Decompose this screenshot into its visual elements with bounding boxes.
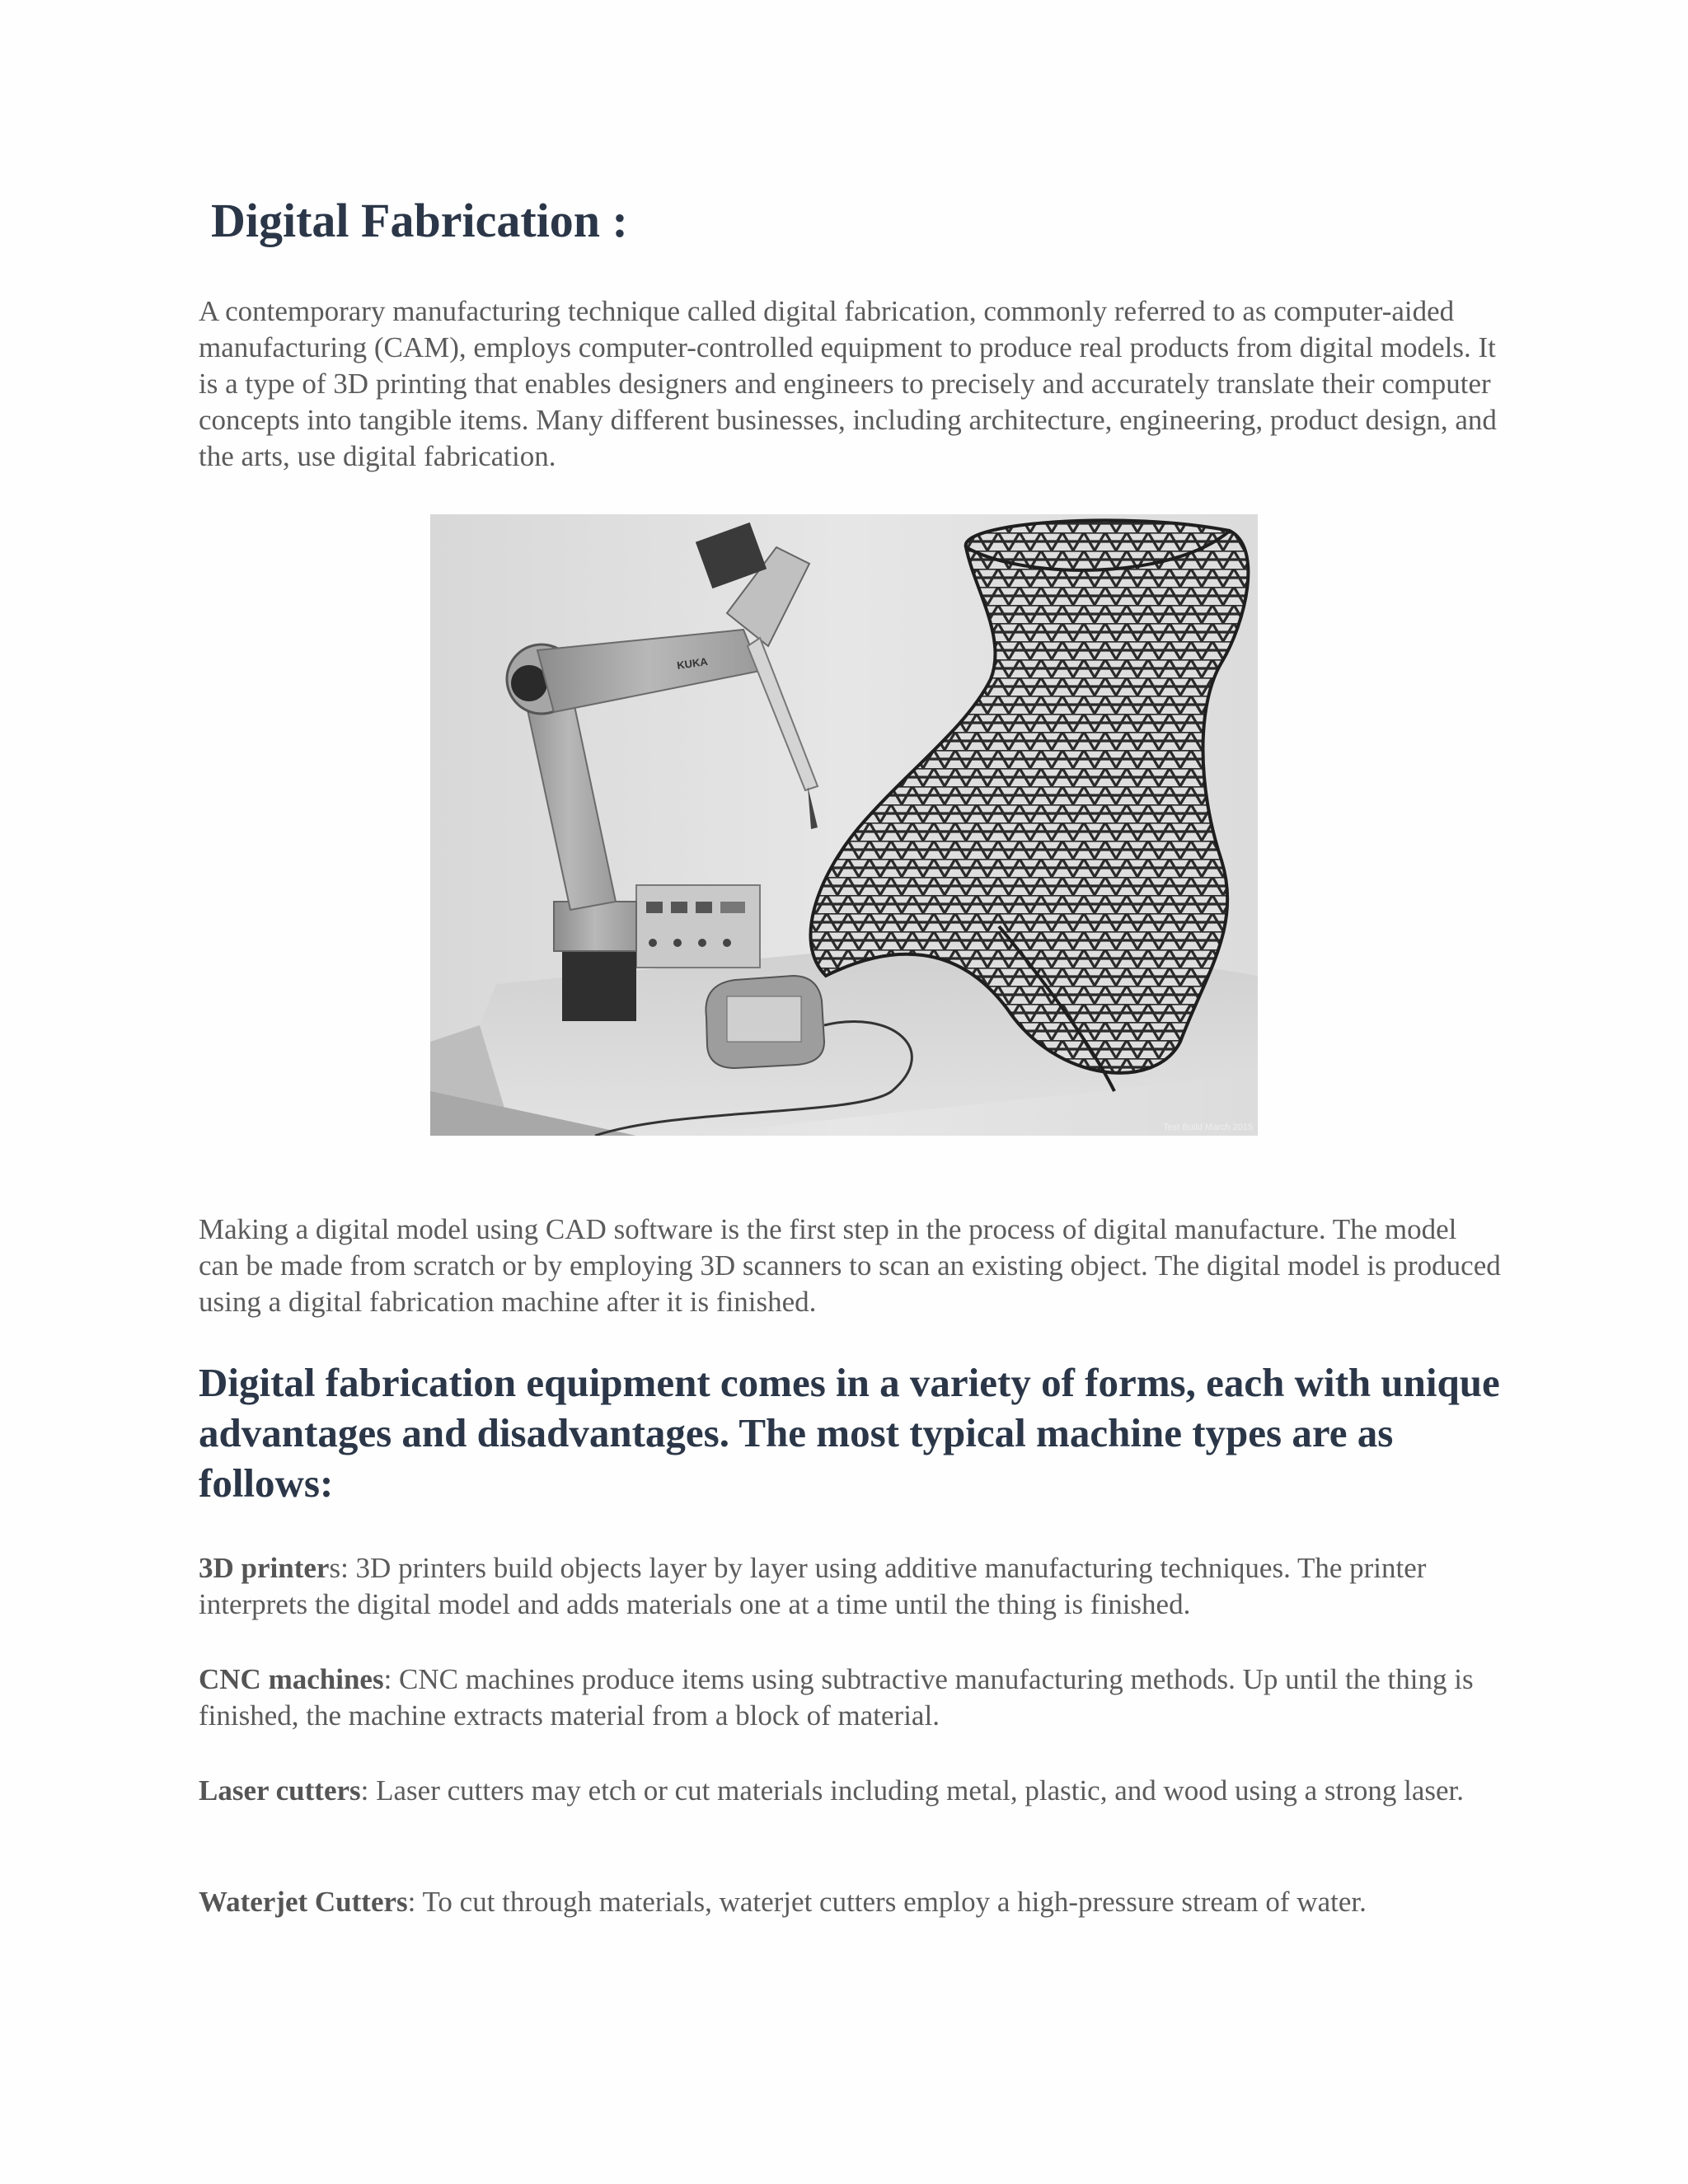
machine-description: : Laser cutters may etch or cut materials including metal, plastic, and wood using a strong laser. bbox=[360, 1774, 1465, 1807]
machine-name: CNC machines bbox=[199, 1663, 384, 1695]
machine-name: Laser cutters bbox=[199, 1774, 361, 1807]
machine-item-laser-cutters bbox=[199, 1773, 1534, 1809]
machine-description: : 3D printers build objects layer by layer using additive manufacturing techniques. The printer interprets the digital model and adds materials one at a time until the thing is finished. bbox=[199, 1552, 1427, 1620]
machine-description: : To cut through materials, waterjet cutters employ a high-pressure stream of water. bbox=[407, 1886, 1367, 1918]
machine-name: Waterjet Cutters bbox=[199, 1886, 408, 1918]
machine-description: : CNC machines produce items using subtractive manufacturing methods. Up until the thing is finished, the machine extracts material from a block of material. bbox=[199, 1663, 1474, 1732]
robot-brand-label: KUKA bbox=[676, 654, 709, 672]
machine-name: 3D printer bbox=[199, 1552, 330, 1584]
robot-arm-illustration bbox=[430, 514, 1258, 1136]
intro-paragraph: A contemporary manufacturing technique called digital fabrication, commonly referred to as computer-aided manufacturing (CAM), employs computer-controlled equipment to produce real products from digital models. It is a type of 3D printing that enables designers and engineers to precisely and accurately translate their computer concepts into tangible items. Many different businesses, including architecture, engineering, product design, and the arts, use digital fabrication. bbox=[199, 295, 1497, 472]
machine-item-cnc-machines bbox=[199, 1661, 1534, 1734]
machine-item-waterjet-cutters bbox=[199, 1884, 1534, 1920]
machine-types-heading: Digital fabrication equipment comes in a variety of forms, each with unique advantages and disadvantages. The most typical machine types are as follows: bbox=[199, 1360, 1500, 1506]
machine-item-3d-printers bbox=[199, 1550, 1534, 1623]
page-title: Digital Fabrication : bbox=[211, 194, 628, 247]
photo-caption: Test Build March 2015 bbox=[1163, 1122, 1253, 1132]
robot-arm-photo bbox=[430, 514, 1258, 1136]
machine-name-suffix: s bbox=[329, 1552, 341, 1584]
process-paragraph: Making a digital model using CAD software is the first step in the process of digital manufacture. The model can be made from scratch or by employing 3D scanners to scan an existing object. The digital model is produced using a digital fabrication machine after it is finished. bbox=[199, 1213, 1501, 1318]
